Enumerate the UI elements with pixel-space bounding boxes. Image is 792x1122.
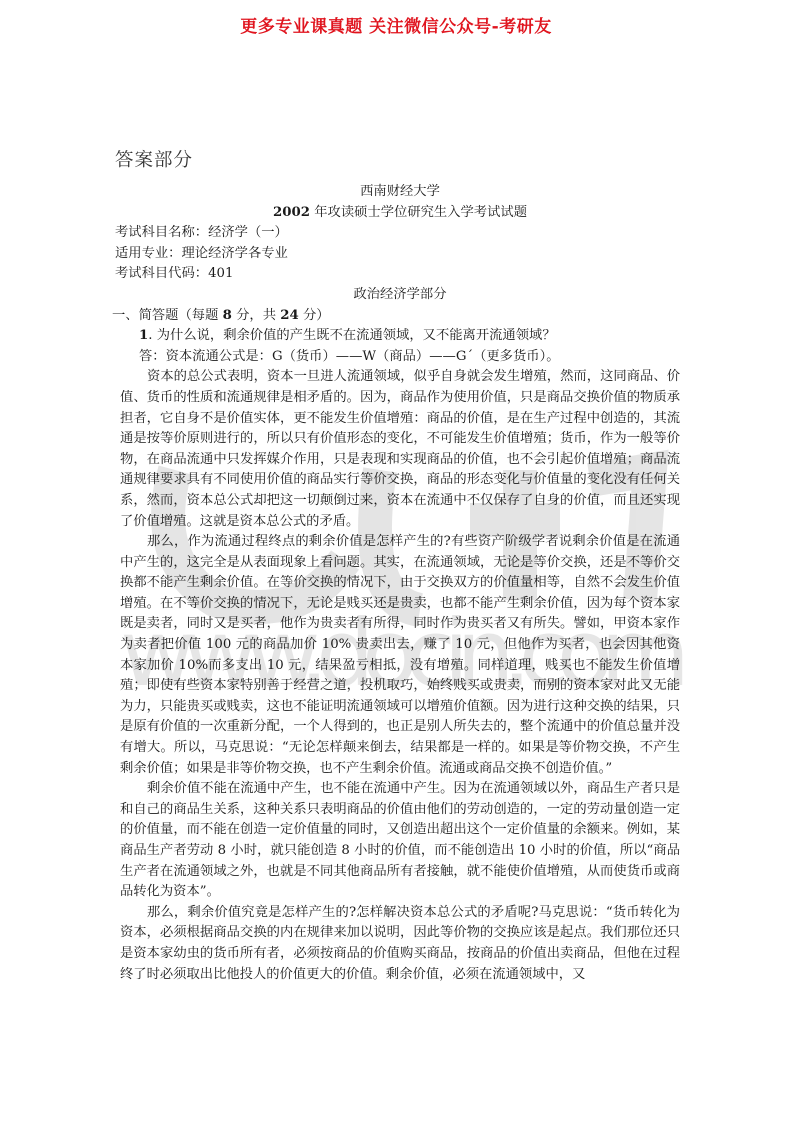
watermark-text: www.docin.com — [120, 600, 690, 707]
answer-paragraph: 资本的总公式表明，资本一旦进人流通领域，似乎自身就会发生增殖，然而，这同商品、价值、货币的性质和流通规律是相矛盾的。因为，商品作为使用价值，只是商品交换价值的物质承担者，它自身不是价值实体，更不能发生价值增殖：商品的价值，是在生产过程中创造的，其流通是按等价原则进行的，所以只有价值形态的变化，不可能发生价值增殖；货币，作为一般等价物，在商品流通中只发挥媒介作用，只是表现和实现商品的价值，也不会引起价值增殖；商品流通规律要求具有不同使用价值的商品实行等价交换，商品的形态变化与价值量的变化没有任何关系，然而，资本总公式却把这一切颠倒过来，资本在流通中不仅保存了自身的价值，而且还实现了价值增殖。这就是资本总公式的矛盾。 — [120, 369, 680, 529]
document-body — [112, 180, 680, 985]
answer-body — [120, 367, 680, 985]
answer-paragraph: 那么，剩余价值究竟是怎样产生的?怎样解决资本总公式的矛盾呢?马克思说：“货币转化为资本，必须根据商品交换的内在规律来加以说明，因此等价物的交换应该是起点。我们那位还只是资本家幼虫的货币所有者，必须按商品的价值购买商品，按商品的价值出卖商品，但他在过程终了时必须取出比他投人的价值更大的价值。剩余价值，必须在流通领域中，又 — [120, 904, 680, 982]
promo-banner: 更多专业课真题 关注微信公众号-考研友 — [240, 17, 552, 37]
answer-paragraph: 剩余价值不能在流通中产生，也不能在流通中产生。因为在流通领域以外，商品生产者只是和自己的商品生关系，这种关系只表明商品的价值由他们的劳动创造的，一定的劳动量创造一定的价值量，而不能在创造一定价值量的同时，又创造出超出这个一定价值量的余额来。例如，某商品生产者劳动 8 小时，就只能创造 8 小时的价值，而不能创造出 10 小时的价值，所以“商品生产者在流通领域之外，也就是不同其他商品所有者接触，就不能使价值增殖，从而使货币或商品转化为资本”。 — [120, 781, 680, 900]
points-each: 8 — [222, 307, 232, 323]
section-1-label-mid: 分，共 — [231, 307, 281, 323]
answer-paragraph: 那么，作为流通过程终点的剩余价值是怎样产生的?有些资产阶级学者说剩余价值是在流通中产生的，这完全是从表面现象上看问题。其实，在流通领域，无论是等价交换，还是不等价交换都不能产生剩余价值。在等价交换的情况下，由于交换双方的价值量相等，自然不会发生价值增殖。在不等价交换的情况下，无论是贱买还是贵卖，也都不能产生剩余价值，因为每个资本家既是卖者，同时又是买者，他作为贵卖者有所得，同时作为贵买者又有所失。譬如，甲资本家作为卖者把价值 100 元的商品加价 10% 贵卖出去，赚了 10 元，但他作为买者，也会因其他资本家加价 10%而多支出 10 元，结果盈亏相抵，没有增殖。同样道理，贱买也不能发生价值增殖；即使有些资本家特别善于经营之道，投机取巧，始终贱买或贵卖，而别的资本家对此又无能为力，只能贵买或贱卖，这也不能证明流通领域可以增殖价值额。因为进行这种交换的结果，只是原有价值的一次重新分配，一个人得到的，也正是别人所失去的，整个流通中的价值总量并没有增大。所以，马克思说：“无论怎样颠来倒去，结果都是一样的。如果是等价物交换，不产生剩余价值；如果是非等价物交换，也不产生剩余价值。流通或商品交换不创造价值。” — [120, 534, 680, 776]
part-title: 政治经济学部分 — [353, 286, 447, 302]
section-heading: 答案部分 — [115, 150, 194, 171]
question-number: 1 — [139, 328, 149, 344]
section-1-label-suffix: 分） — [298, 307, 330, 323]
exam-year: 2002 — [273, 204, 311, 220]
points-total: 24 — [280, 307, 299, 323]
answer-intro: 答：资本流通公式是：G（货币）——W（商品）——G´（更多货币）。 — [139, 348, 560, 364]
question-text: . 为什么说，剩余价值的产生既不在流通领域，又不能离开流通领域？ — [148, 328, 556, 344]
section-1-label: 一、简答题（每题 — [112, 307, 223, 323]
question-1 — [112, 326, 680, 347]
subject-code: 考试科目代码：401 — [115, 266, 234, 282]
exam-title — [120, 203, 680, 224]
section-1-heading — [112, 306, 680, 327]
university-name: 西南财经大学 — [360, 184, 440, 199]
major: 适用专业：理论经济学各专业 — [115, 245, 288, 261]
exam-title-text: 年攻读硕士学位研究生入学考试试题 — [310, 204, 527, 220]
subject-name: 考试科目名称：经济学（一） — [115, 225, 288, 241]
